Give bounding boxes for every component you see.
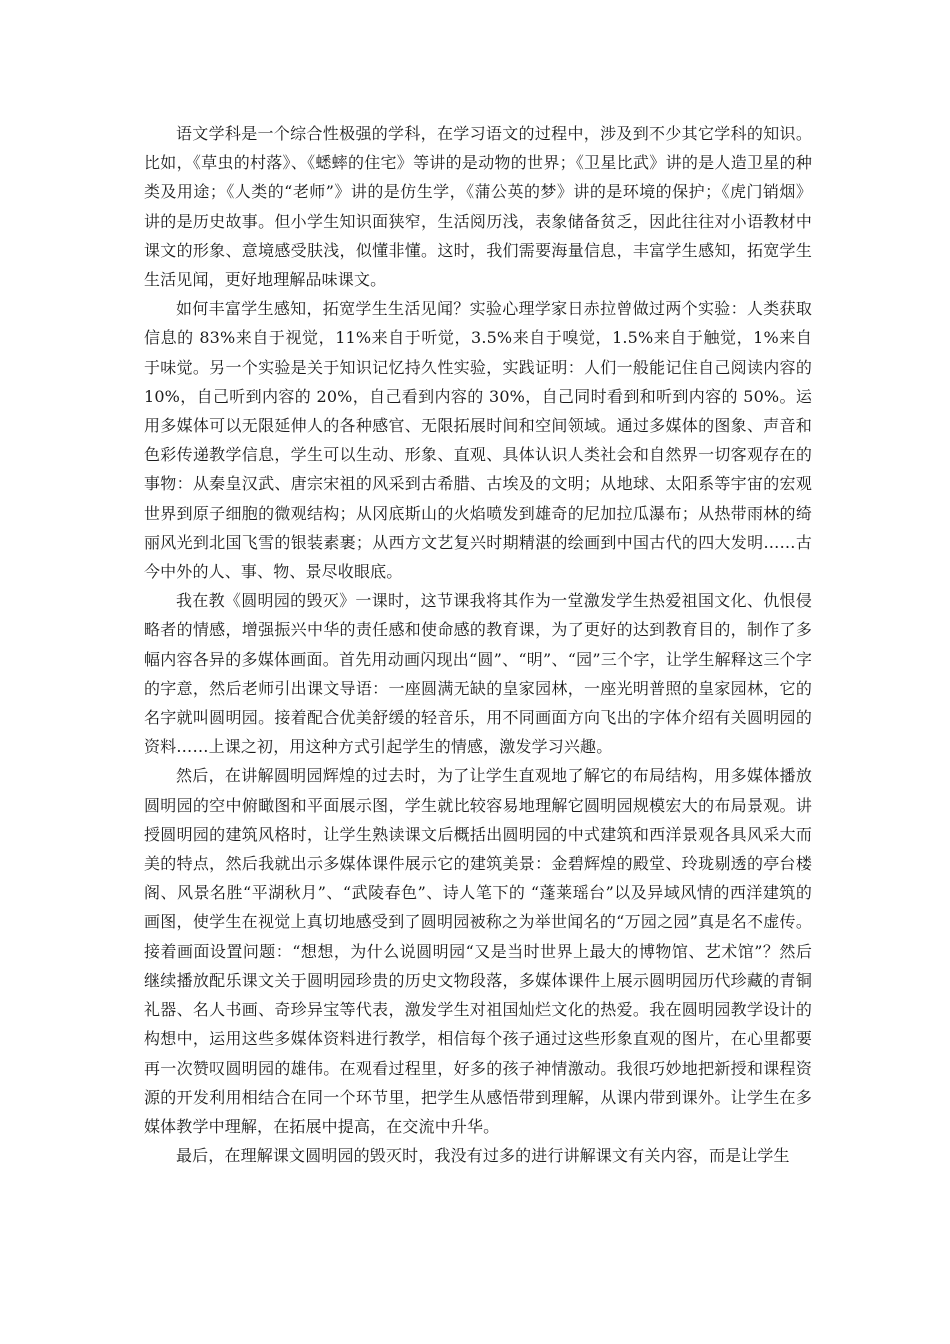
paragraph-yuanmingyuan-destruction: 最后，在理解课文圆明园的毁灭时，我没有过多的进行讲解课文有关内容，而是让学生 bbox=[176, 1146, 790, 1166]
document-body bbox=[144, 119, 812, 1170]
paragraph-perception-experiments: 如何丰富学生感知，拓宽学生生活见闻？实验心理学家日赤拉曾做过两个实验：人类获取信息的 83%来自于视觉，11%来自于听觉，3.5%来自于嗅觉，1.5%来自于触觉，1%来自于味觉。另一个实验是关于知识记忆持久性实验，实践证明：人们一般能记住自己阅读内容的 10%，自己听到内容的 20%，自己看到内容的 30%，自己同时看到和听到内容的 50%。运用多媒体可以无限延伸人的各种感官、无限拓展时间和空间领域。通过多媒体的图象、声音和色彩传递教学信息，学生可以生动、形象、直观、具体认识人类社会和自然界一切客观存在的事物：从秦皇汉武、唐宗宋祖的风采到古希腊、古埃及的文明；从地球、太阳系等宇宙的宏观世界到原子细胞的微观结构；从冈底斯山的火焰喷发到雄奇的尼加拉瓜瀑布；从热带雨林的绮丽风光到北国飞雪的银装素裹；从西方文艺复兴时期精湛的绘画到中国古代的四大发明……古今中外的人、事、物、景尽收眼底。 bbox=[144, 299, 812, 582]
paragraph-yuanmingyuan-intro: 我在教《圆明园的毁灭》一课时，这节课我将其作为一堂激发学生热爱祖国文化、仇恨侵略者的情感，增强振兴中华的责任感和使命感的教育课，为了更好的达到教育目的，制作了多幅内容各异的多媒体画面。首先用动画闪现出“圆”、“明”、“园”三个字，让学生解释这三个字的字意，然后老师引出课文导语：一座圆满无缺的皇家园林，一座光明普照的皇家园林，它的名字就叫圆明园。接着配合优美舒缓的轻音乐，用不同画面方向飞出的字体介绍有关圆明园的资料……上课之初，用这种方式引起学生的情感，激发学习兴趣。 bbox=[144, 591, 812, 757]
paragraph-yuanmingyuan-glory: 然后，在讲解圆明园辉煌的过去时，为了让学生直观地了解它的布局结构，用多媒体播放圆明园的空中俯瞰图和平面展示图，学生就比较容易地理解它圆明园规模宏大的布局景观。讲授圆明园的建筑风格时，让学生熟读课文后概括出圆明园的中式建筑和西洋景观各具风采大而美的特点，然后我就出示多媒体课件展示它的建筑美景：金碧辉煌的殿堂、玲珑剔透的亭台楼阁、风景名胜“平湖秋月”、“武陵春色”、诗人笔下的 “蓬莱瑶台”以及异域风情的西洋建筑的画图，使学生在视觉上真切地感受到了圆明园被称之为举世闻名的“万园之园”真是名不虚传。接着画面设置问题：“想想，为什么说圆明园“又是当时世界上最大的博物馆、艺术馆”？然后继续播放配乐课文关于圆明园珍贵的历史文物段落，多媒体课件上展示圆明园历代珍藏的青铜礼器、名人书画、奇珍异宝等代表，激发学生对祖国灿烂文化的热爱。我在圆明园教学设计的构想中，运用这些多媒体资料进行教学，相信每个孩子通过这些形象直观的图片，在心里都要再一次赞叹圆明园的雄伟。在观看过程里，好多的孩子神情激动。我很巧妙地把新授和课程资源的开发利用相结合在同一个环节里，把学生从感悟带到理解，从课内带到课外。让学生在多媒体教学中理解，在拓展中提高，在交流中升华。 bbox=[144, 766, 812, 1136]
paragraph-subject-knowledge: 语文学科是一个综合性极强的学科，在学习语文的过程中，涉及到不少其它学科的知识。比如，《草虫的村落》、《蟋蟀的住宅》等讲的是动物的世界；《卫星比武》讲的是人造卫星的种类及用途；《人类的“老师”》讲的是仿生学，《蒲公英的梦》讲的是环境的保护；《虎门销烟》讲的是历史故事。但小学生知识面狭窄，生活阅历浅，表象储备贫乏，因此往往对小语教材中课文的形象、意境感受肤浅，似懂非懂。这时，我们需要海量信息，丰富学生感知，拓宽学生生活见闻，更好地理解品味课文。 bbox=[144, 124, 812, 290]
